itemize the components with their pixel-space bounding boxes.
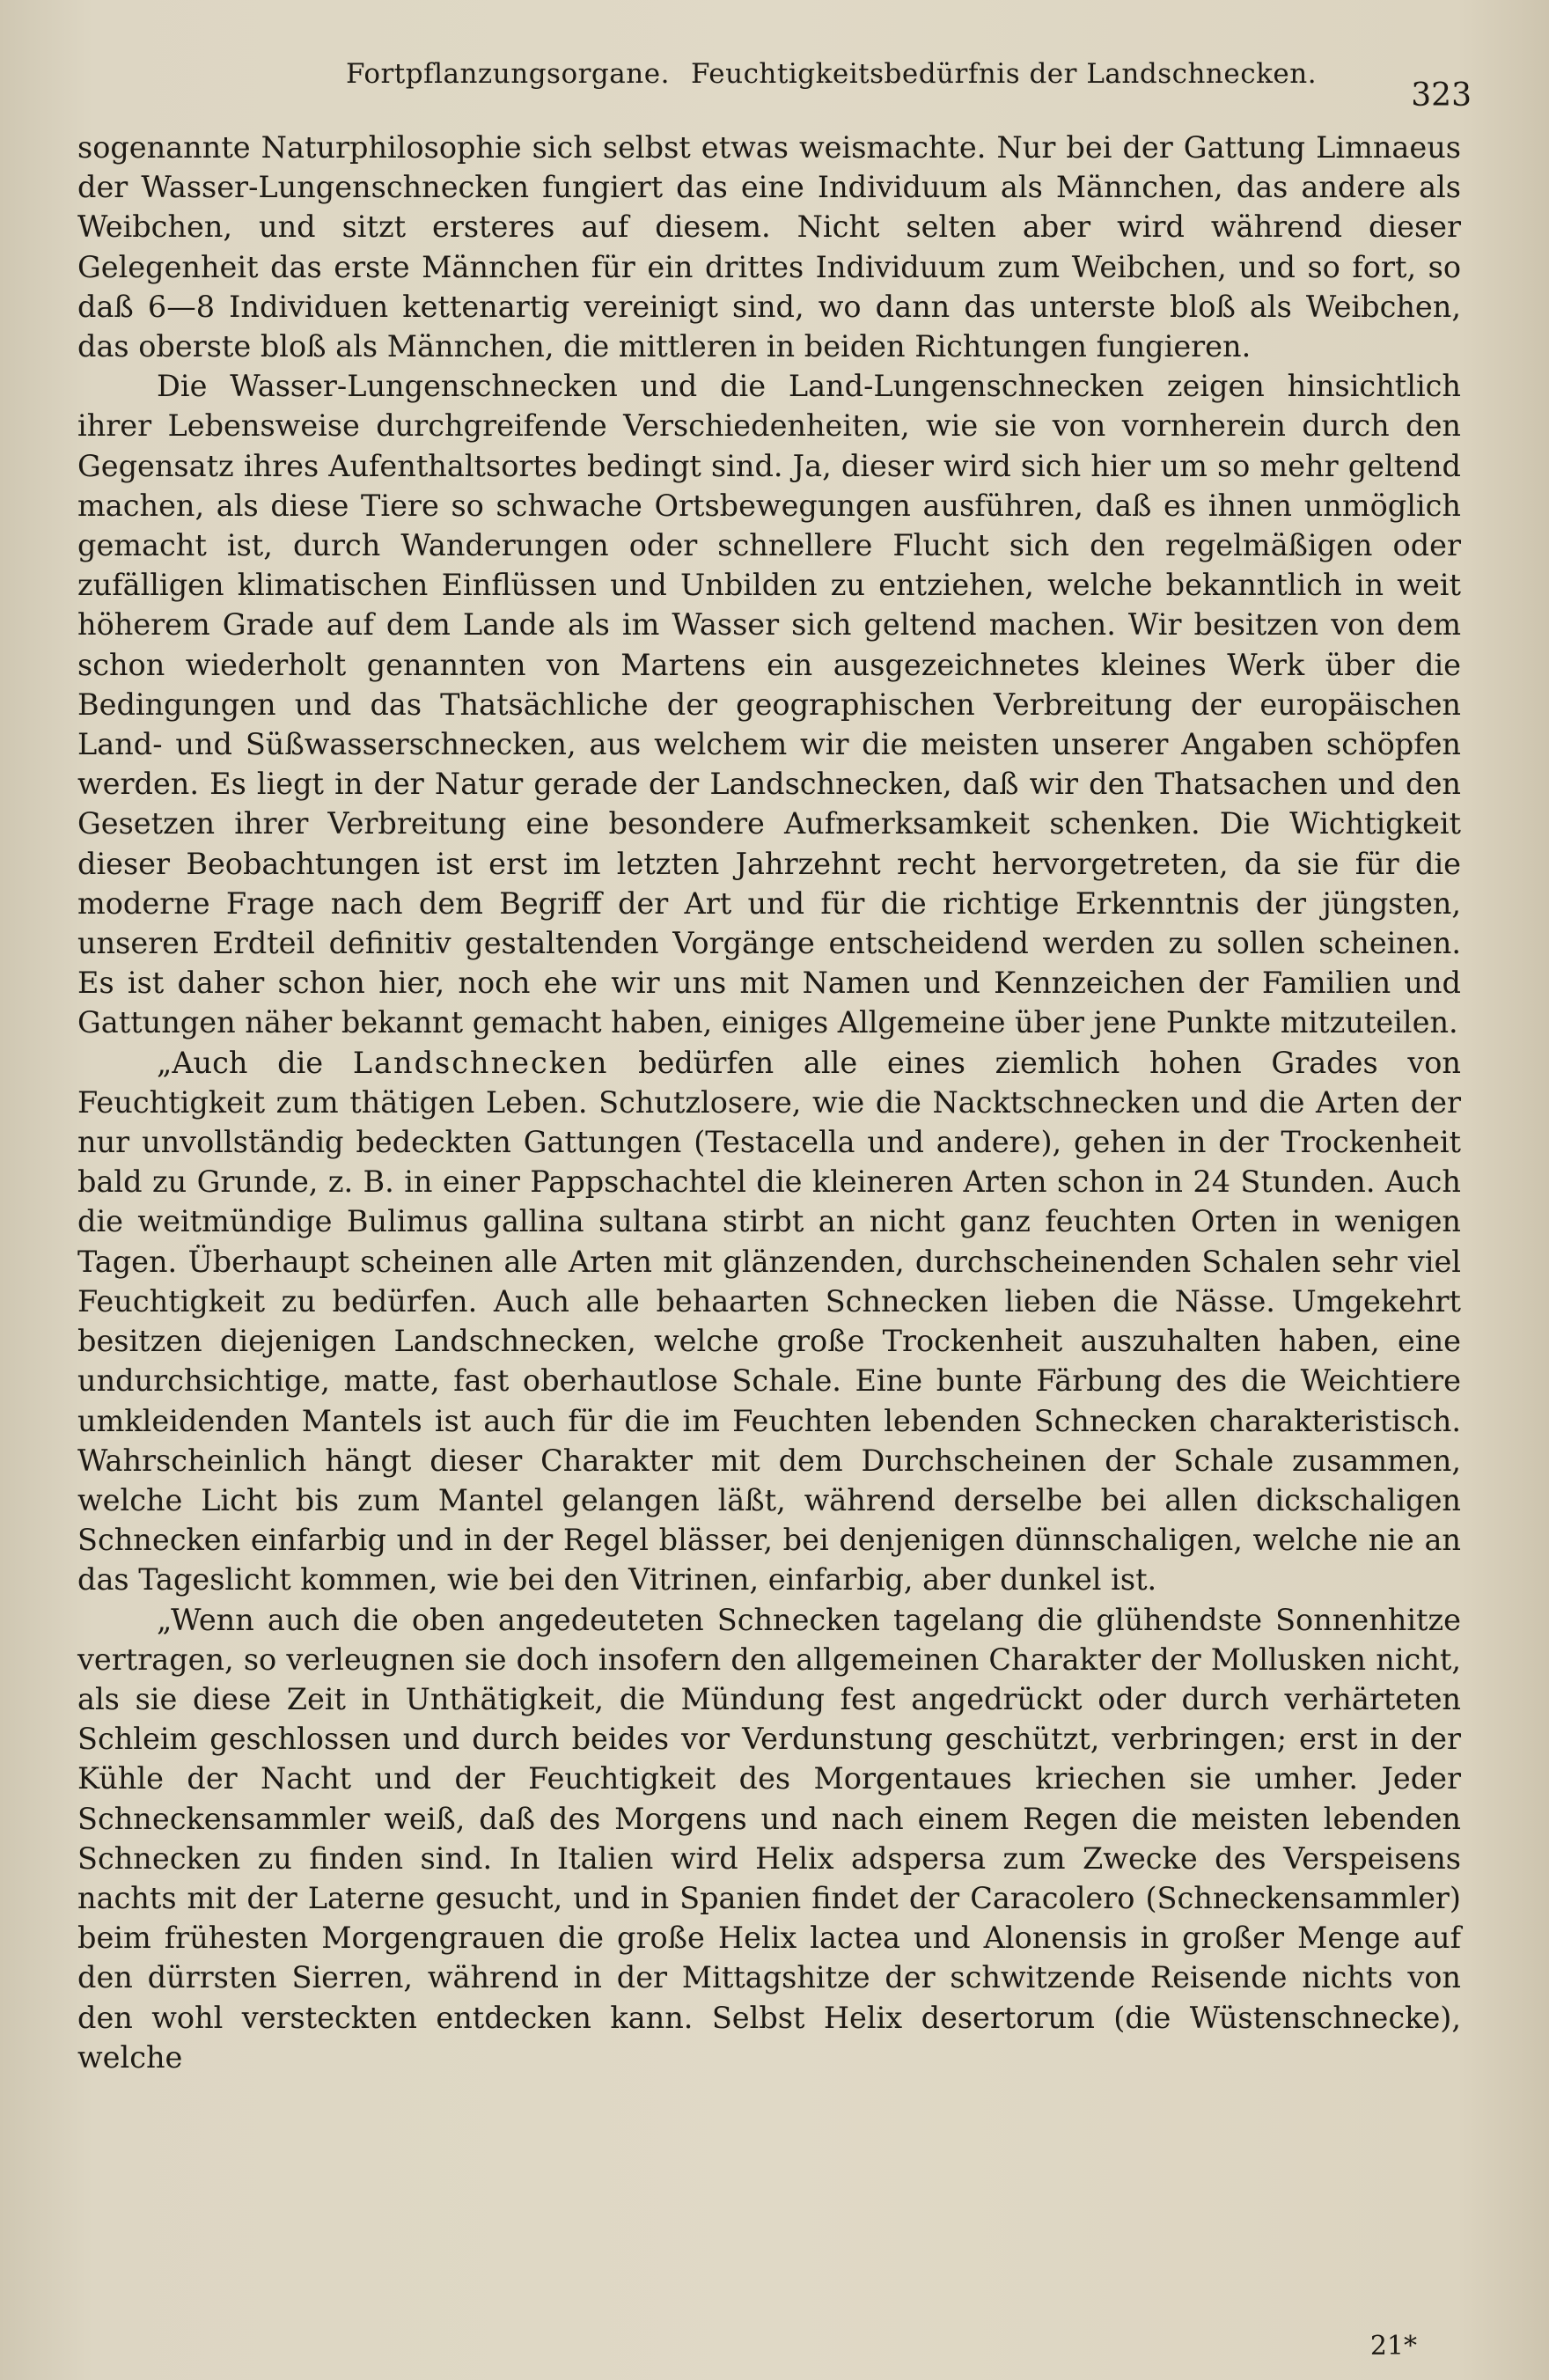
signature-mark: 21* [1369,2331,1417,2362]
header-title-right: Feuchtigkeitsbedürfnis der Landschnecken. [690,58,1318,90]
header-title-left: Fortpflanzungsorgane. [346,58,670,90]
paragraph-3 [77,1043,1461,1600]
paragraph-1: sogenannte Naturphilosophie sich selbst etwas weismachte. Nur bei der Gattung Limnaeus der Wasser-Lungenschnecken fungiert das eine Individuum als Männchen, das andere als Weibchen, und sitzt ersteres auf diesem. Nicht selten aber wird während dieser Gelegenheit das erste Männchen für ein drittes Individuum zum Weibchen, und so fort, so daß 6—8 Individuen kettenartig vereinigt sind, wo dann das unterste bloß als Weibchen, das oberste bloß als Männchen, die mittleren in beiden Richtungen fungieren. [77,130,1461,364]
paragraph-2: Die Wasser-Lungenschnecken und die Land-Lungenschnecken zeigen hinsichtlich ihrer Lebensweise durchgreifende Verschiedenheiten, wie sie von vornherein durch den Gegensatz ihres Aufenthaltsortes bedingt sind. Ja, dieser wird sich hier um so mehr geltend machen, als diese Tiere so schwache Ortsbewegungen ausführen, daß es ihnen unmöglich gemacht ist, durch Wanderungen oder schnellere Flucht sich den regelmäßigen oder zufälligen klimatischen Einflüssen und Unbilden zu entziehen, welche bekanntlich in weit höherem Grade auf dem Lande als im Wasser sich geltend machen. Wir besitzen von dem schon wiederholt genannten von Martens ein ausgezeichnetes kleines Werk über die Bedingungen und das Thatsächliche der geographischen Verbreitung der europäischen Land- und Süßwasserschnecken, aus welchem wir die meisten unserer Angaben schöpfen werden. Es liegt in der Natur gerade der Landschnecken, daß wir den Thatsachen und den Gesetzen ihrer Verbreitung eine besondere Aufmerksamkeit schenken. Die Wichtigkeit dieser Beobachtungen ist erst im letzten Jahrzehnt recht hervorgetreten, da sie für die moderne Frage nach dem Begriff der Art und für die richtige Erkenntnis der jüngsten, unseren Erdteil definitiv gestaltenden Vorgänge entscheidend werden zu sollen scheinen. Es ist daher schon hier, noch ehe wir uns mit Namen und Kennzeichen der Familien und Gattungen näher bekannt gemacht haben, einiges Allgemeine über jene Punkte mitzuteilen. [77,369,1461,1040]
paragraph-3-emphasis: Landschnecken [352,1045,609,1080]
page-number: 323 [1411,77,1472,114]
paragraph-3-lead: „Auch die [157,1045,353,1080]
paragraph-4: „Wenn auch die oben angedeuteten Schnecken tagelang die glühendste Sonnenhitze vertragen, so verleugnen sie doch insofern den allgemeinen Charakter der Mollusken nicht, als sie diese Zeit in Unthätigkeit, die Mündung fest angedrückt oder durch verhärteten Schleim geschlossen und durch beides vor Verdunstung geschützt, verbringen; erst in der Kühle der Nacht und der Feuchtigkeit des Morgentaues kriechen sie umher. Jeder Schneckensammler weiß, daß des Morgens und nach einem Regen die meisten lebenden Schnecken zu finden sind. In Italien wird Helix adspersa zum Zwecke des Verspeisens nachts mit der Laterne gesucht, und in Spanien findet der Caracolero (Schneckensammler) beim frühesten Morgengrauen die große Helix lactea und Alonensis in großer Menge auf den dürrsten Sierren, während in der Mittagshitze der schwitzende Reisende nichts von den wohl versteckten entdecken kann. Selbst Helix desertorum (die Wüstenschnecke), welche [77,1602,1461,2075]
paragraph-3-text: bedürfen alle eines ziemlich hohen Grades von Feuchtigkeit zum thätigen Leben. Schutzlosere, wie die Nacktschnecken und die Arten der nur unvollständig bedeckten Gattungen (Testacella und andere), gehen in der Trockenheit bald zu Grunde, z. B. in einer Pappschachtel die kleineren Arten schon in 24 Stunden. Auch die weitmündige Bulimus gallina sultana stirbt an nicht ganz feuchten Orten in wenigen Tagen. Überhaupt scheinen alle Arten mit glänzenden, durchscheinenden Schalen sehr viel Feuchtigkeit zu bedürfen. Auch alle behaarten Schnecken lieben die Nässe. Umgekehrt besitzen diejenigen Landschnecken, welche große Trockenheit auszuhalten haben, eine undurchsichtige, matte, fast oberhautlose Schale. Eine bunte Färbung des die Weichtiere umkleidenden Mantels ist auch für die im Feuchten lebenden Schnecken charakteristisch. Wahrscheinlich hängt dieser Charakter mit dem Durchscheinen der Schale zusammen, welche Licht bis zum Mantel gelangen läßt, während derselbe bei allen dickschaligen Schnecken einfarbig und in der Regel blässer, bei denjenigen dünnschaligen, welche nie an das Tageslicht kommen, wie bei den Vitrinen, einfarbig, aber dunkel ist. [77,1045,1461,1598]
running-header [77,51,1472,114]
running-title [346,58,1317,90]
body-text [77,128,1461,2077]
